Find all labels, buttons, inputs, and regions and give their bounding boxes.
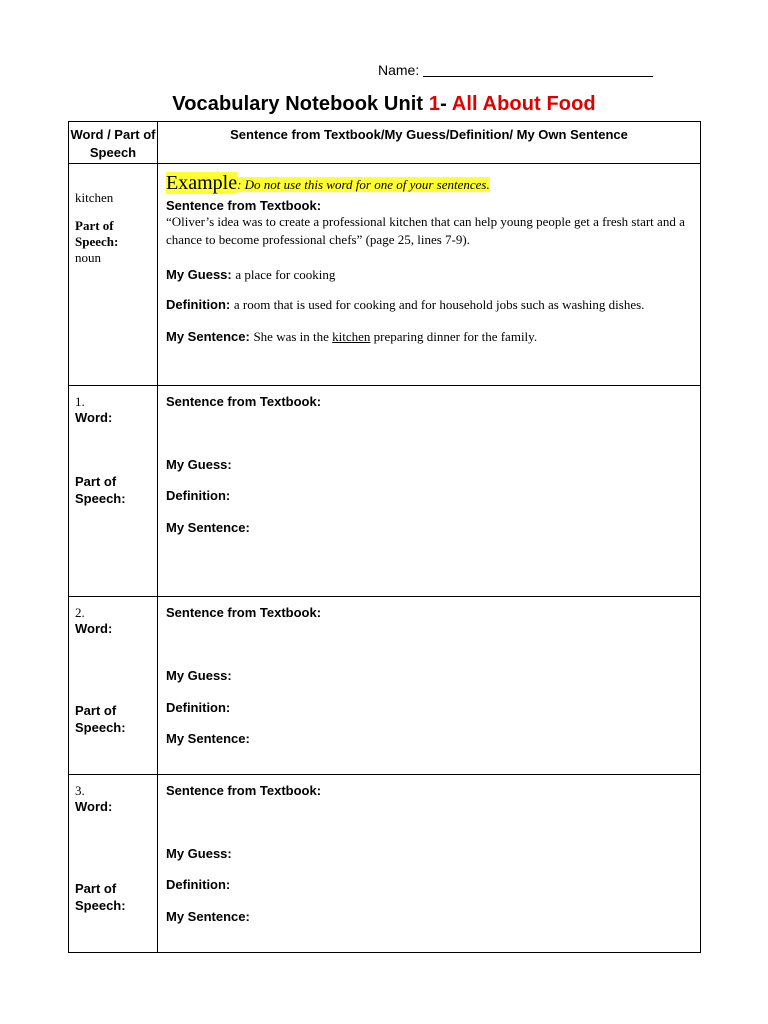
entry-2-my-sentence-label: My Sentence: xyxy=(166,731,250,746)
entry-1-right-cell[interactable] xyxy=(158,386,701,597)
title-topic: All About Food xyxy=(446,93,596,115)
entry-2-sentence-label: Sentence from Textbook: xyxy=(166,605,322,620)
example-my-sentence-after: preparing dinner for the family. xyxy=(370,329,538,344)
example-row xyxy=(69,164,701,386)
example-definition-value: a room that is used for cooking and for household jobs such as washing dishes. xyxy=(233,297,645,312)
entry-row-3 xyxy=(69,775,701,953)
name-field xyxy=(378,62,653,78)
example-definition xyxy=(166,297,692,313)
entry-1-definition-label: Definition: xyxy=(166,488,231,503)
entry-1-guess-label: My Guess: xyxy=(166,457,232,472)
vocabulary-table xyxy=(68,121,701,953)
entry-1-word-label: Word: xyxy=(75,410,113,425)
entry-3-word-label: Word: xyxy=(75,799,113,814)
entry-3-number: 3. xyxy=(75,783,85,798)
entry-1-left-cell[interactable] xyxy=(69,386,158,597)
table-header-row xyxy=(69,122,701,164)
example-definition-label: Definition: xyxy=(166,297,231,312)
example-sentence: “Oliver’s idea was to create a professional kitchen that can help young people get a fresh start and a chance to become professional chefs” (page 25, lines 7-9). xyxy=(166,214,685,247)
entry-2-guess-label: My Guess: xyxy=(166,668,232,683)
example-note: : Do not use this word for one of your sentences. xyxy=(237,177,490,192)
entry-2-left-cell[interactable] xyxy=(69,597,158,775)
entry-row-1 xyxy=(69,386,701,597)
name-blank-line[interactable] xyxy=(423,64,653,77)
entry-2-definition-label: Definition: xyxy=(166,700,231,715)
example-guess-value: a place for cooking xyxy=(235,267,336,282)
entry-2-number: 2. xyxy=(75,605,85,620)
example-my-sentence-label: My Sentence: xyxy=(166,329,250,344)
entry-1-my-sentence-label: My Sentence: xyxy=(166,520,250,535)
entry-2-right-cell[interactable] xyxy=(158,597,701,775)
entry-2-pos-label: Part of Speech: xyxy=(75,703,126,735)
example-left-cell xyxy=(69,164,158,386)
example-my-sentence-before: She was in the xyxy=(253,329,333,344)
entry-1-pos-label: Part of Speech: xyxy=(75,474,126,506)
title-dash: - xyxy=(440,93,447,115)
example-label: Example xyxy=(166,172,238,194)
example-sentence-label: Sentence from Textbook: xyxy=(166,198,322,213)
entry-1-sentence-label: Sentence from Textbook: xyxy=(166,394,322,409)
entry-3-guess-label: My Guess: xyxy=(166,846,232,861)
page-title xyxy=(0,93,768,116)
example-word: kitchen xyxy=(75,190,114,205)
entry-3-right-cell[interactable] xyxy=(158,775,701,953)
title-unit-number: 1 xyxy=(428,93,441,115)
entry-3-sentence-label: Sentence from Textbook: xyxy=(166,783,322,798)
example-pos-value: noun xyxy=(75,250,101,265)
entry-2-word-label: Word: xyxy=(75,621,113,636)
example-right-cell xyxy=(158,164,701,386)
entry-1-number: 1. xyxy=(75,394,85,409)
example-heading xyxy=(166,172,692,195)
entry-row-2 xyxy=(69,597,701,775)
name-label: Name: xyxy=(378,62,420,78)
title-main: Vocabulary Notebook Unit xyxy=(172,93,429,115)
example-my-sentence-word: kitchen xyxy=(332,329,371,344)
entry-3-left-cell[interactable] xyxy=(69,775,158,953)
entry-3-pos-label: Part of Speech: xyxy=(75,881,126,913)
header-sentence-guess: Sentence from Textbook/My Guess/Definition/ My Own Sentence xyxy=(158,122,701,164)
example-my-sentence xyxy=(166,329,692,345)
header-word-pos: Word / Part of Speech xyxy=(69,122,158,164)
entry-3-definition-label: Definition: xyxy=(166,877,231,892)
example-guess xyxy=(166,267,692,283)
entry-3-my-sentence-label: My Sentence: xyxy=(166,909,250,924)
example-pos-label: Part of Speech: xyxy=(75,218,119,249)
example-guess-label: My Guess: xyxy=(166,267,232,282)
